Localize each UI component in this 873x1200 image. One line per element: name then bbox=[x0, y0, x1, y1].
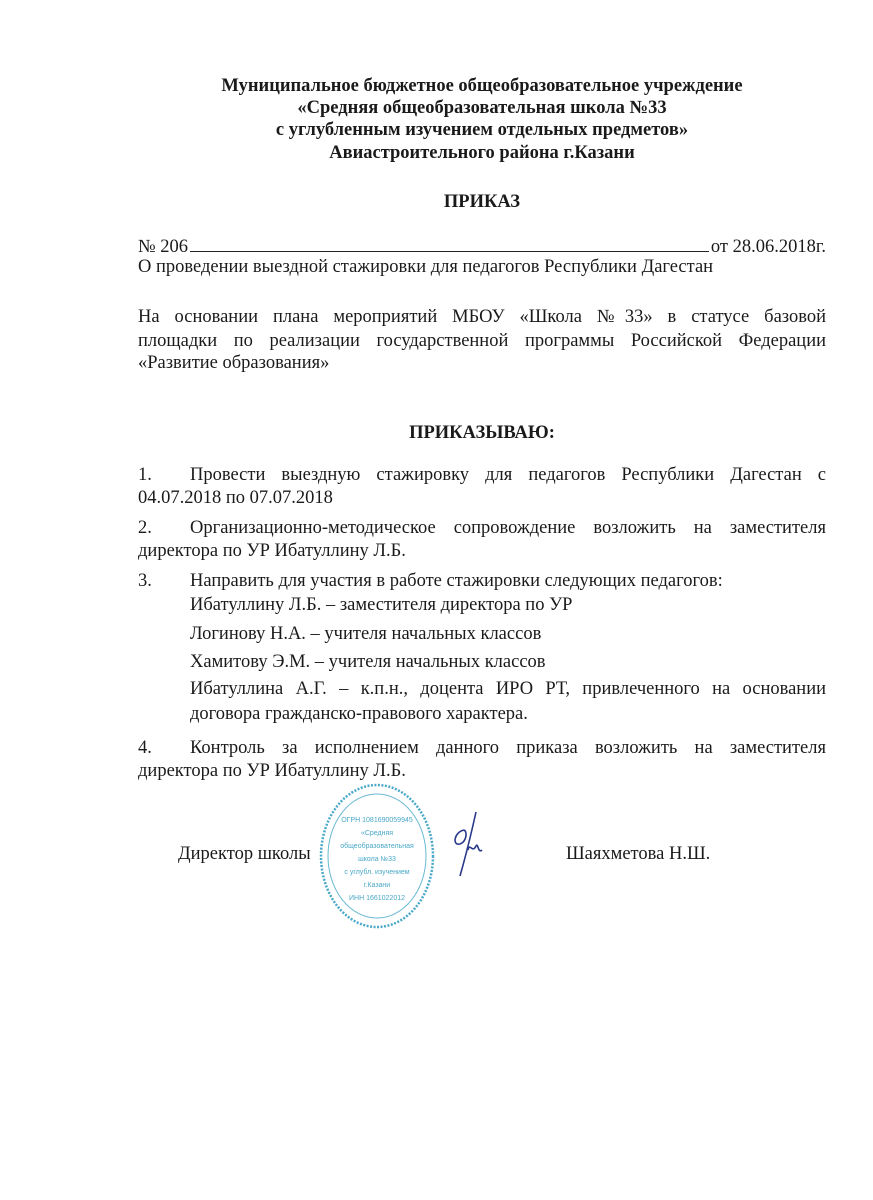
document-title: ПРИКАЗ bbox=[443, 192, 521, 212]
command-heading: ПРИКАЗЫВАЮ: bbox=[409, 423, 555, 443]
svg-text:г.Казани: г.Казани bbox=[363, 882, 391, 889]
svg-text:ИНН 1661022012: ИНН 1661022012 bbox=[348, 895, 406, 902]
list-item bbox=[138, 518, 826, 539]
teacher-entry: Логинову Н.А. – учителя начальных классов bbox=[190, 624, 542, 644]
teacher-entry: Хамитову Э.М. – учителя начальных классов bbox=[190, 652, 546, 672]
header-line: «Средняя общеобразовательная школа №33 bbox=[297, 98, 667, 118]
list-item bbox=[138, 738, 826, 759]
signature-name: Шаяхметова Н.Ш. bbox=[566, 844, 711, 864]
svg-text:ОГРН 1081690059945: ОГРН 1081690059945 bbox=[341, 817, 413, 824]
svg-text:«Средняя: «Средняя bbox=[360, 830, 394, 837]
header-line: Муниципальное бюджетное общеобразовательное учреждение bbox=[221, 76, 743, 96]
list-item bbox=[138, 571, 826, 592]
teacher-entry: Ибатуллина А.Г. – к.п.н., доцента ИРО РТ, привлеченного на основании bbox=[190, 679, 826, 699]
order-line bbox=[138, 236, 826, 258]
header-line: с углубленным изучением отдельных предметов» bbox=[275, 120, 689, 140]
item-text: директора по УР Ибатуллину Л.Б. bbox=[138, 761, 406, 781]
item-text: Организационно-методическое сопровождение возложить на заместителя bbox=[190, 518, 826, 538]
header-line: Авиастроительного района г.Казани bbox=[329, 143, 635, 163]
list-item bbox=[138, 465, 826, 486]
basis-line: «Развитие образования» bbox=[138, 353, 330, 373]
order-subject: О проведении выездной стажировки для педагогов Республики Дагестан bbox=[138, 257, 714, 277]
svg-text:с углубл. изучением: с углубл. изучением bbox=[344, 869, 410, 876]
teacher-entry: Ибатуллину Л.Б. – заместителя директора по УР bbox=[190, 595, 573, 615]
order-number: № 206 bbox=[138, 237, 189, 257]
basis-line: На основании плана мероприятий МБОУ «Школа №33» в статусе базовой bbox=[138, 307, 826, 327]
order-date: от 28.06.2018г. bbox=[710, 237, 826, 257]
order-underline bbox=[190, 236, 709, 252]
item-text: Провести выездную стажировку для педагогов Республики Дагестан с bbox=[190, 465, 826, 485]
item-text: 04.07.2018 по 07.07.2018 bbox=[138, 488, 333, 508]
signature-position: Директор школы bbox=[178, 844, 311, 864]
handwritten-signature bbox=[446, 810, 496, 880]
basis-line: площадки по реализации государственной программы Российской Федерации bbox=[138, 331, 826, 351]
svg-text:школа №33: школа №33 bbox=[358, 856, 396, 863]
official-stamp bbox=[318, 782, 436, 930]
item-number: 4. bbox=[138, 738, 152, 758]
item-number: 3. bbox=[138, 571, 152, 591]
svg-text:общеобразовательная: общеобразовательная bbox=[340, 843, 414, 850]
item-number: 1. bbox=[138, 465, 152, 485]
item-number: 2. bbox=[138, 518, 152, 538]
item-text: Контроль за исполнением данного приказа возложить на заместителя bbox=[190, 738, 826, 758]
item-text: Направить для участия в работе стажировки следующих педагогов: bbox=[190, 571, 723, 591]
teacher-entry: договора гражданско-правового характера. bbox=[190, 704, 528, 724]
item-text: директора по УР Ибатуллину Л.Б. bbox=[138, 541, 406, 561]
